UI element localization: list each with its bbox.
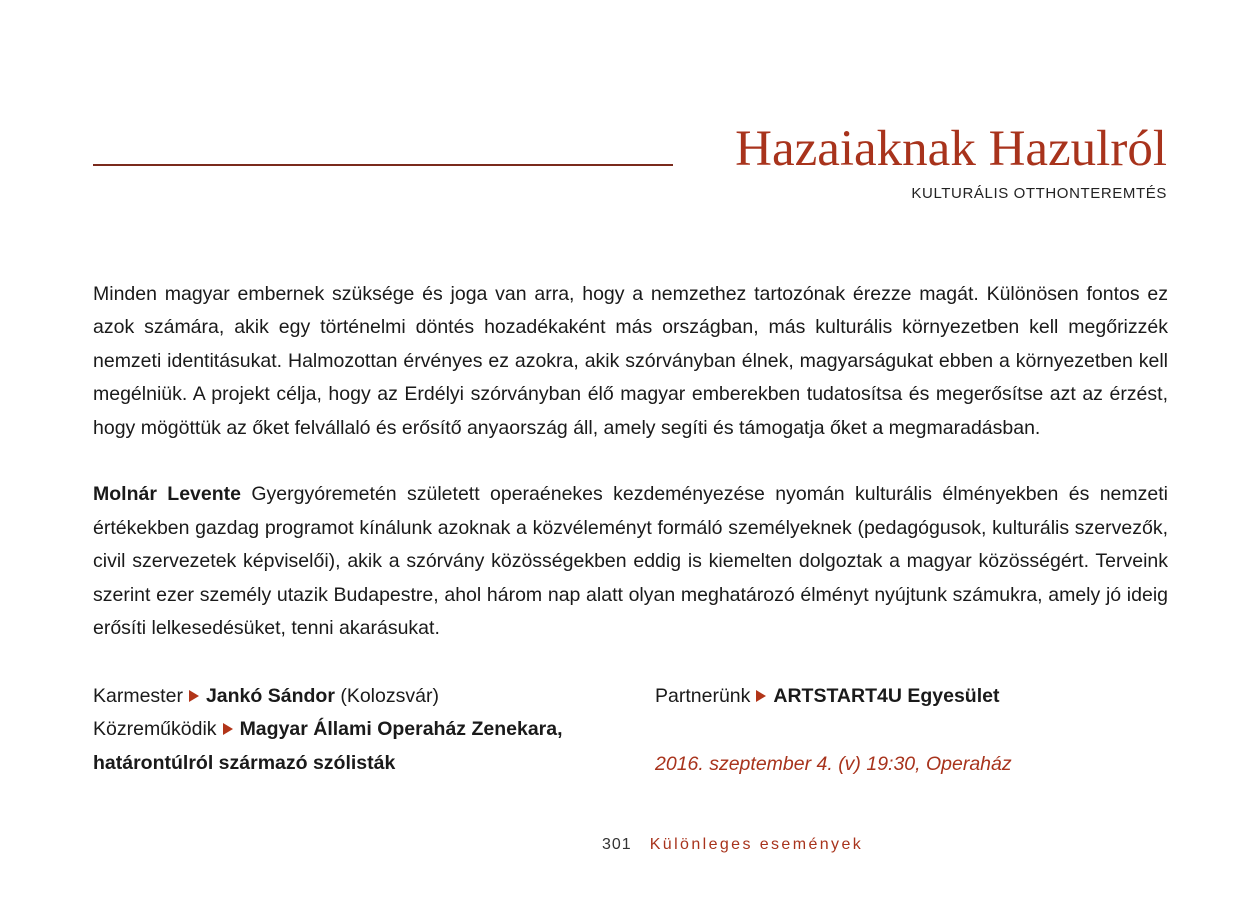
triangle-right-icon [756, 690, 766, 702]
performers-label: Közreműködik [93, 718, 217, 741]
partner-line [655, 680, 1175, 713]
description-text: Gyergyóremetén született operaénekes kezdeményezése nyomán kulturális élményekben és nemzeti értékekben gazdag programot kínálunk azoknak a közvéleményt formáló személyeknek (pedagógusok, kulturális szervezők, civil szervezetek képviselői), akik a szórvány közösségekben eddig is kiemelten dolgoztak a magyar közösségért. Terveink szerint ezer személy utazik Budapestre, ahol három nap alatt olyan meghatározó élményt nyújtunk számukra, amely jó ideig erősíti lelkesedésüket, tenni akarásukat. [93, 483, 1168, 640]
conductor-name: Jankó Sándor [205, 685, 335, 707]
performers-line [93, 713, 613, 746]
credits-left [93, 680, 613, 780]
triangle-right-icon [189, 690, 199, 702]
partner-name: ARTSTART4U Egyesület [773, 685, 1000, 707]
triangle-right-icon [223, 723, 233, 735]
page-subtitle: KULTURÁLIS OTTHONTEREMTÉS [911, 185, 1167, 202]
page-number: 301 [602, 836, 632, 853]
performers-orchestra: Magyar Állami Operaház Zenekara, [239, 718, 563, 741]
description-paragraph [93, 478, 1168, 645]
conductor-label: Karmester [93, 685, 183, 707]
intro-paragraph: Minden magyar embernek szüksége és joga van arra, hogy a nemzethez tartozónak érezze magát. Különösen fontos ez azok számára, akik egy történelmi döntés hozadékaként más országban, más kulturális környezetben kell megőrizzék nemzeti identitásukat. Halmozottan érvényes ez azokra, akik szórványban élnek, magyarságukat ebben a környezetben kell megélniük. A projekt célja, hogy az Erdélyi szórványban élő magyar emberekben tudatosítsa és megerősítse azt az érzést, hogy mögöttük az őket felvállaló és erősítő anyaország áll, amely segíti és támogatja őket a megmaradásban. [93, 283, 1168, 439]
page-title: Hazaiaknak Hazulról [735, 121, 1167, 177]
initiator-name: Molnár Levente [93, 483, 241, 506]
credits-right [655, 680, 1175, 713]
conductor-line [93, 680, 613, 713]
performers-soloists: határontúlról származó szólisták [93, 751, 396, 774]
page-footer [602, 836, 863, 854]
conductor-city: (Kolozsvár) [340, 685, 439, 707]
performers-soloists-line [93, 747, 613, 780]
section-name: Különleges események [649, 836, 864, 853]
event-date: 2016. szeptember 4. (v) 19:30, Operaház [655, 753, 1012, 775]
partner-label: Partnerünk [655, 685, 751, 707]
title-rule [93, 164, 673, 166]
body-text [93, 278, 1168, 645]
